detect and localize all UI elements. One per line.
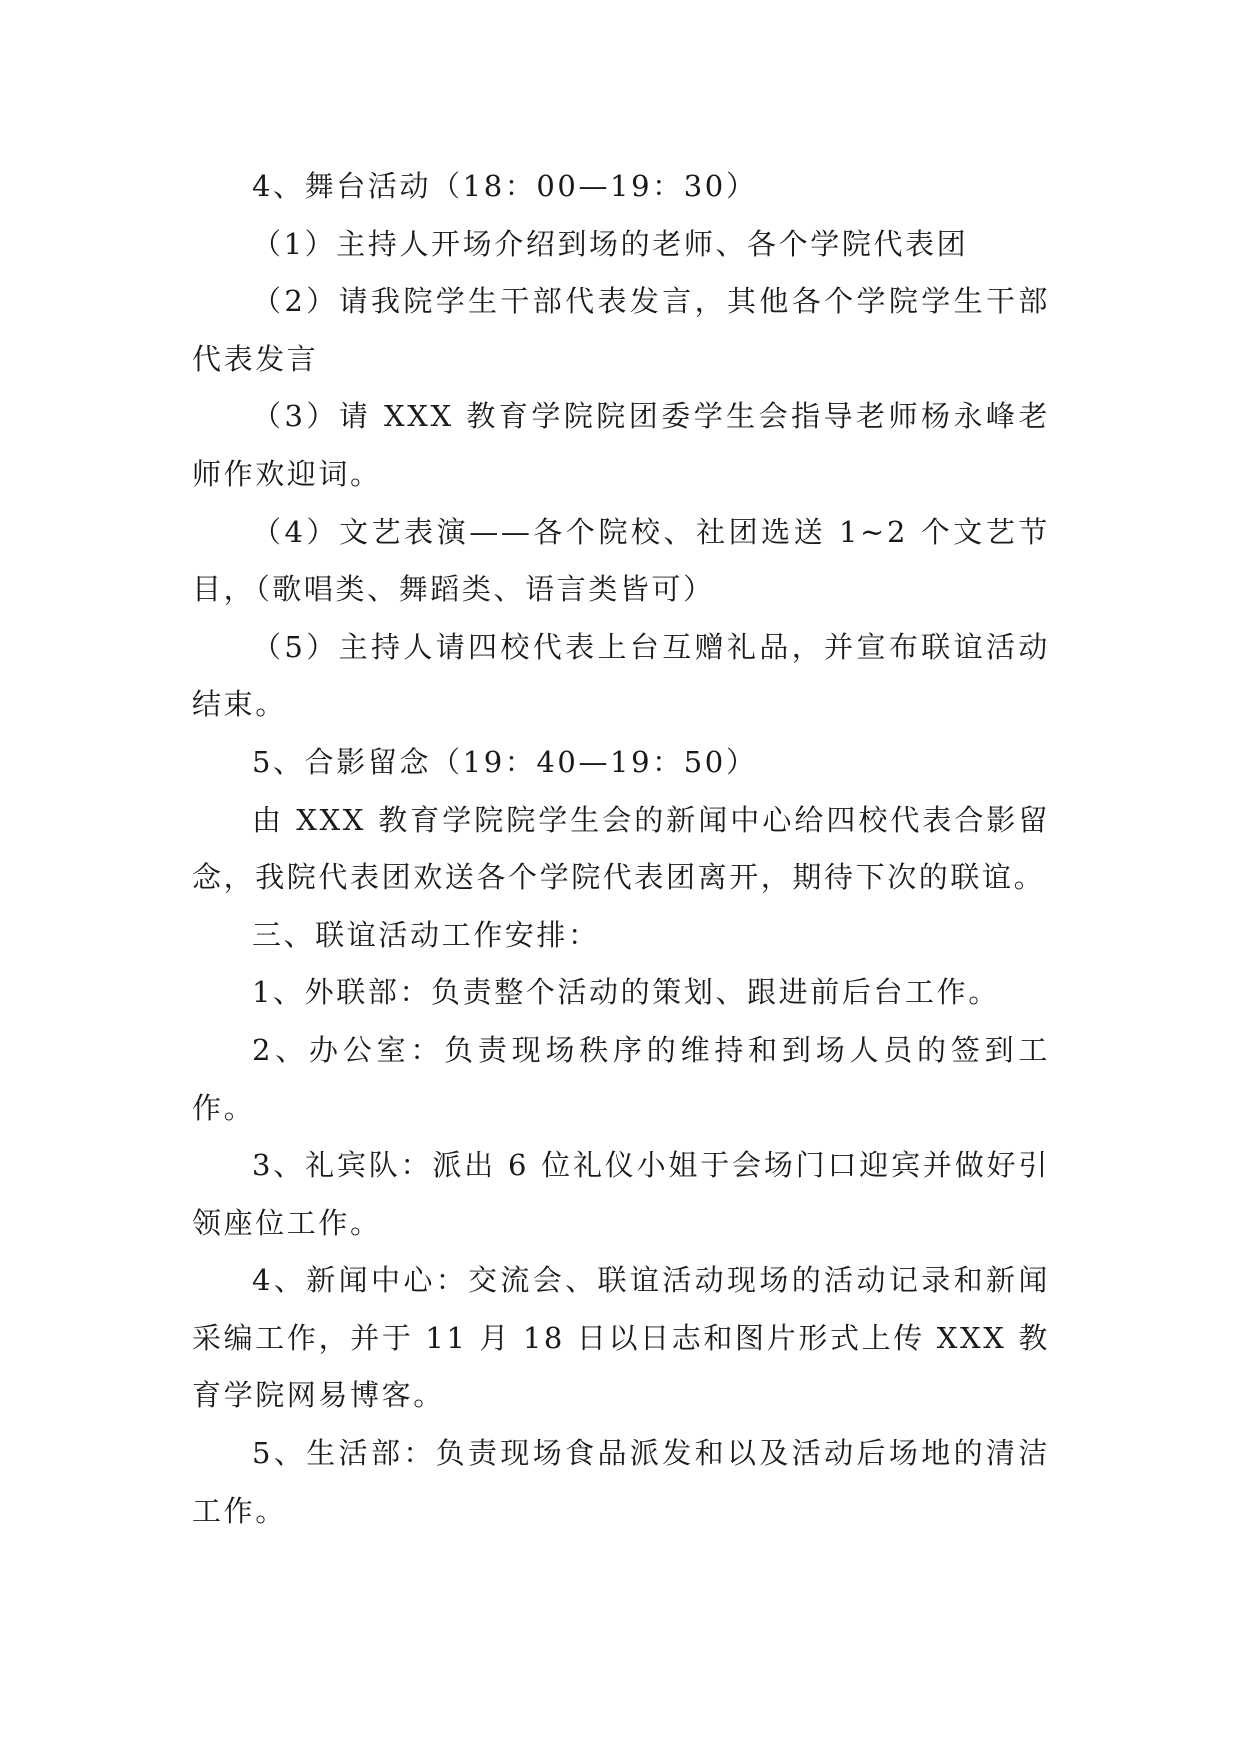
paragraph-welcome-speech: （3）请 XXX 教育学院院团委学生会指导老师杨永峰老师作欢迎词。 — [192, 399, 1050, 491]
document-body — [192, 158, 1050, 1540]
paragraph-host-opening: （1）主持人开场介绍到场的老师、各个学院代表团 — [252, 226, 969, 261]
paragraph-group-photo: 5、合影留念（19：40—19：50） — [252, 744, 758, 779]
paragraph-liaison-dept: 1、外联部：负责整个活动的策划、跟进前后台工作。 — [252, 975, 1000, 1010]
paragraph-performance: （4）文艺表演——各个院校、社团选送 1~2 个文艺节目，（歌唱类、舞蹈类、语言类皆可） — [192, 514, 1050, 607]
paragraph-news-center: 4、新闻中心：交流会、联谊活动现场的活动记录和新闻采编工作，并于 11 月 18 日以日志和图片形式上传 XXX 教育学院网易博客。 — [192, 1263, 1050, 1413]
paragraph-gift-exchange: （5）主持人请四校代表上台互赠礼品，并宣布联谊活动结束。 — [192, 629, 1050, 722]
paragraph-cadre-speech: （2）请我院学生干部代表发言，其他各个学院学生干部代表发言 — [192, 284, 1050, 376]
paragraph-etiquette-team: 3、礼宾队：派出 6 位礼仪小姐于会场门口迎宾并做好引领座位工作。 — [192, 1148, 1050, 1240]
paragraph-photo-details: 由 XXX 教育学院院学生会的新闻中心给四校代表合影留念，我院代表团欢送各个学院代表团离开，期待下次的联谊。 — [192, 802, 1050, 895]
paragraph-life-dept: 5、生活部：负责现场食品派发和以及活动后场地的清洁工作。 — [192, 1436, 1050, 1528]
paragraph-office: 2、办公室：负责现场秩序的维持和到场人员的签到工作。 — [192, 1032, 1050, 1125]
paragraph-stage-activity: 4、舞台活动（18：00—19：30） — [252, 169, 758, 203]
paragraph-section-three-heading: 三、联谊活动工作安排： — [252, 917, 600, 952]
